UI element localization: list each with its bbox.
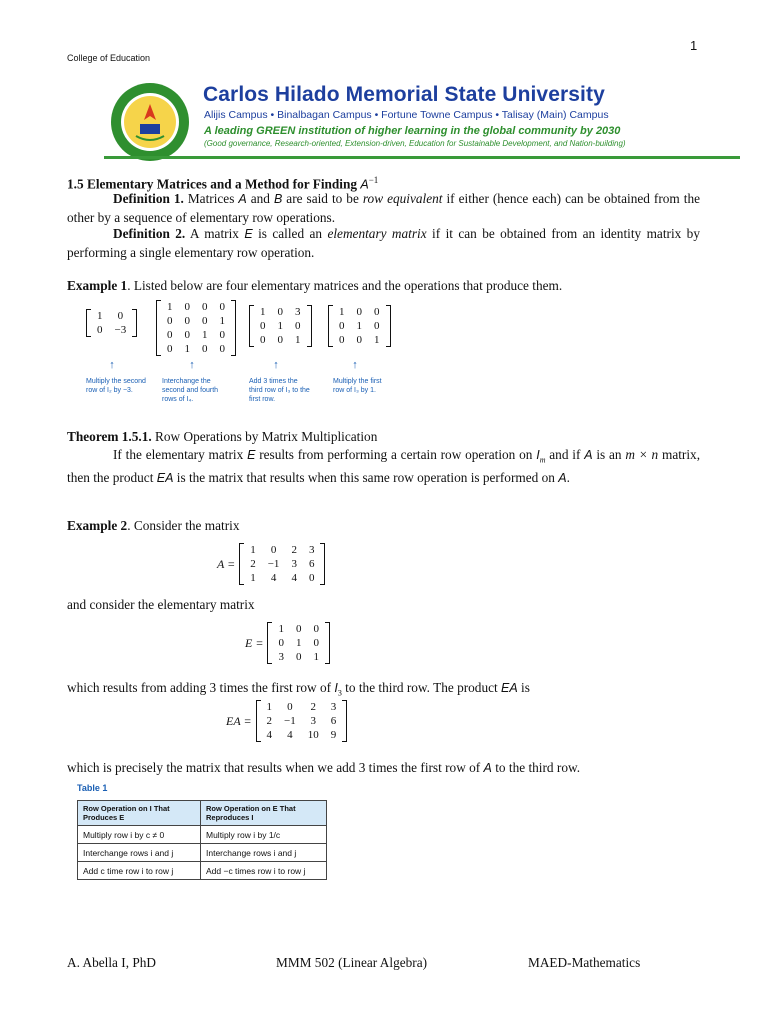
theorem-body: If the elementary matrix E results from performing a certain row operation on $I_m$ and if A is an m × n matrix, then the product EA is the matrix that results when this same row operation is performed on A.: [67, 447, 701, 486]
matrix-A: A = 1 0 2 3 2 −1 3 6 1 4 4 0: [217, 543, 325, 585]
example-1-caption-3: Add 3 times the third row of I₃ to the first row.: [249, 378, 310, 403]
theorem-title: Theorem 1.5.1. Row Operations by Matrix Multiplication: [67, 429, 378, 444]
table-row: Interchange rows i and j Interchange rows i and j: [78, 844, 327, 862]
table-row: Multiply row i by c ≠ 0 Multiply row i by 1/c: [78, 826, 327, 844]
college-label: College of Education: [67, 53, 151, 63]
table-row: Add c time row i to row j Add −c times row i to row j: [78, 862, 327, 880]
example-1-matrix-3: 1 0 3 0 1 0 0 0 1: [249, 305, 312, 347]
definition-1: Definition 1. Matrices A and B are said to be row equivalent if either (hence each) can be obtained from the other by a sequence of elementary row operations.: [67, 191, 700, 225]
example-1-caption-4: Multiply the first row of I₃ by 1.: [333, 378, 382, 394]
arrow-up-icon: ↑: [273, 359, 279, 371]
example-1-caption-1: Multiply the second row of I₂ by −3.: [86, 378, 146, 394]
example-2-conclusion: which is precisely the matrix that results when we add 3 times the first row of A to the third row.: [67, 760, 581, 775]
example-1-matrix-4: 1 0 0 0 1 0 0 0 1: [328, 305, 391, 347]
arrow-up-icon: ↑: [352, 359, 358, 371]
table-header: Row Operation on E That Reproduces I: [201, 801, 327, 826]
example-2-result-text: which results from adding 3 times the first row of $I_3$ to the third row. The product EA is: [67, 680, 530, 698]
example-1-intro: Example 1. Listed below are four elementary matrices and the operations that produce them.: [67, 278, 563, 293]
example-1-matrix-2: 1 0 0 0 0 0 0 1 0 0 1 0 0 1 0 0: [156, 300, 236, 356]
footer-program: MAED-Mathematics: [528, 955, 641, 970]
matrix-EA: EA = 1 0 2 3 2 −1 3 6 4 4 10 9: [226, 700, 347, 742]
footer-author: A. Abella I, PhD: [67, 955, 157, 970]
section-title: 1.5 Elementary Matrices and a Method for Finding $A^{-1}$: [67, 175, 379, 192]
matrix-E: E = 1 0 0 0 1 0 3 0 1: [245, 622, 330, 664]
table-header: Row Operation on I That Produces E: [78, 801, 201, 826]
campus-list: Alijis Campus • Binalbagan Campus • Fortune Towne Campus • Talisay (Main) Campus: [204, 109, 609, 121]
header-divider: [104, 156, 740, 159]
footer-course: MMM 502 (Linear Algebra): [276, 955, 428, 970]
example-1-caption-2: Interchange the second and fourth rows of I₄.: [162, 378, 219, 403]
university-tagline: A leading GREEN institution of higher learning in the global community by 2030: [204, 125, 621, 137]
table-1-title: Table 1: [77, 783, 108, 793]
university-seal-logo: [110, 82, 190, 162]
example-2-intro: Example 2. Consider the matrix: [67, 518, 240, 533]
university-name: Carlos Hilado Memorial State University: [203, 83, 605, 106]
example-1-matrix-1: 1 0 0 −3: [86, 300, 137, 337]
university-motto: (Good governance, Research-oriented, Extension-driven, Education for Sustainable Development, and Nation-building): [204, 139, 626, 148]
arrow-up-icon: ↑: [109, 359, 115, 371]
row-operations-table: [77, 800, 327, 880]
example-2-mid-text: and consider the elementary matrix: [67, 597, 255, 612]
page-number: 1: [690, 38, 698, 53]
arrow-up-icon: ↑: [189, 359, 195, 371]
definition-2: Definition 2. A matrix E is called an elementary matrix if it can be obtained from an identity matrix by performing a single elementary row operation.: [67, 226, 700, 260]
